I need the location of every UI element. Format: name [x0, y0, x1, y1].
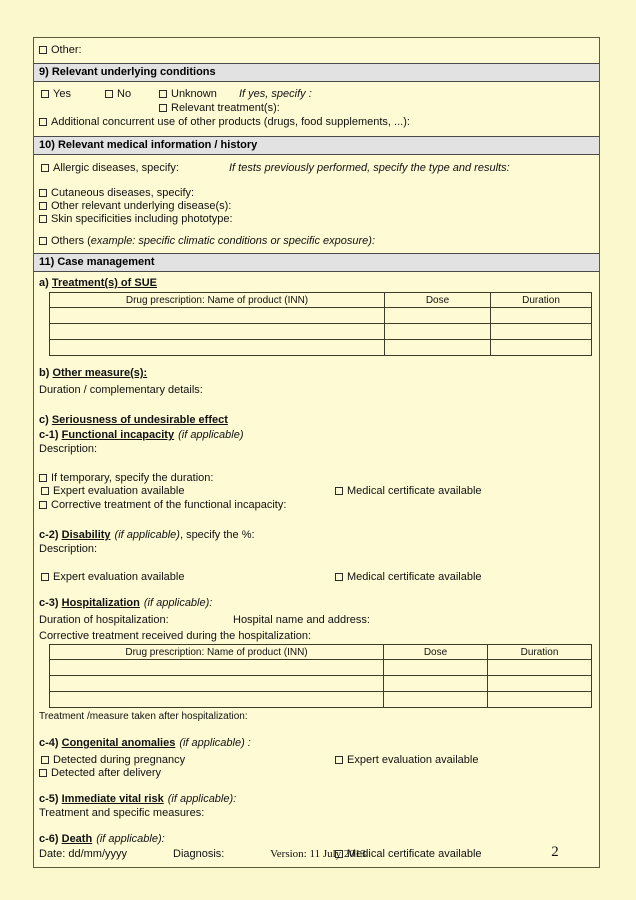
no-label: No — [117, 88, 132, 100]
yes-label: Yes — [53, 88, 71, 100]
subsection-c5-title: Immediate vital risk — [61, 793, 164, 805]
c2-medical-cert-label: Medical certificate available — [347, 571, 482, 583]
subsection-a-prefix: a) — [39, 277, 52, 289]
subsection-c1-prefix: c-1) — [39, 429, 62, 441]
section-11-heading: 11) Case management — [34, 253, 599, 272]
spacer — [39, 397, 594, 413]
footer-version-text: Version: 11 July 2013 — [270, 848, 366, 860]
c2-expert-eval-label: Expert evaluation available — [53, 571, 185, 583]
other-checkbox-row[interactable] — [39, 43, 594, 57]
page-footer — [0, 844, 636, 868]
others-row[interactable] — [39, 234, 594, 248]
table-c3-col-duration: Duration — [488, 645, 592, 660]
relevant-treatments-option[interactable] — [159, 101, 280, 115]
c1-expert-eval-checkbox[interactable] — [41, 487, 49, 495]
c3-duration-row — [39, 613, 594, 629]
spacer — [39, 512, 594, 528]
subsection-b-title-row — [39, 366, 594, 383]
c4-expert-eval-checkbox[interactable] — [335, 756, 343, 764]
unknown-option[interactable] — [159, 87, 217, 101]
subsection-c2-title-row — [39, 528, 594, 542]
subsection-a-title-row — [39, 276, 594, 292]
cutaneous-diseases-checkbox[interactable] — [39, 189, 47, 197]
table-a-cell-drug[interactable] — [50, 340, 385, 356]
subsection-c1-title-row — [39, 428, 594, 442]
subsection-c1-if-applicable: (if applicable) — [178, 429, 244, 441]
spacer — [39, 175, 594, 187]
subsection-c5-title-row — [39, 792, 594, 806]
allergic-diseases-row — [39, 161, 594, 175]
spacer — [39, 456, 594, 472]
other-underlying-disease-label: Other relevant underlying disease(s): — [51, 200, 232, 212]
spacer — [39, 584, 594, 596]
skin-specificities-row[interactable] — [39, 213, 594, 226]
cutaneous-diseases-row[interactable] — [39, 187, 594, 200]
spacer — [39, 820, 594, 832]
additional-concurrent-checkbox[interactable] — [39, 118, 47, 126]
section-9-heading: 9) Relevant underlying conditions — [34, 63, 599, 82]
table-c3-cell-duration[interactable] — [488, 692, 592, 708]
table-c3-cell-drug[interactable] — [50, 676, 384, 692]
c1-medical-cert-option[interactable] — [335, 485, 482, 498]
table-row[interactable] — [50, 676, 592, 692]
c1-temporary-label: If temporary, specify the duration: — [51, 472, 214, 484]
c6-date-label: Date: dd/mm/yyyy — [39, 848, 128, 860]
subsection-b-title: Other measure(s): — [52, 367, 148, 379]
duration-complementary-label: Duration / complementary details: — [39, 384, 203, 396]
c4-detected-pregnancy-option[interactable] — [41, 753, 185, 767]
spacer — [39, 724, 594, 736]
c1-corrective-checkbox[interactable] — [39, 501, 47, 509]
table-row[interactable] — [50, 340, 592, 356]
additional-concurrent-label: Additional concurrent use of other products (drugs, food supplements, ...): — [51, 116, 410, 128]
c6-diagnosis-label: Diagnosis: — [173, 848, 225, 860]
relevant-treatments-row — [39, 101, 594, 115]
subsection-c4-prefix: c-4) — [39, 737, 62, 749]
other-underlying-disease-row[interactable] — [39, 200, 594, 213]
unknown-checkbox[interactable] — [159, 90, 167, 98]
spacer — [39, 226, 594, 234]
c3-hospital-name-label: Hospital name and address: — [233, 614, 370, 626]
c4-detected-pregnancy-checkbox[interactable] — [41, 756, 49, 764]
c4-detected-pregnancy-label: Detected during pregnancy — [53, 754, 186, 766]
subsection-c2-title: Disability — [61, 529, 111, 541]
table-c3-cell-duration[interactable] — [488, 660, 592, 676]
c2-medical-cert-option[interactable] — [335, 570, 482, 584]
table-c3-cell-dose[interactable] — [384, 676, 488, 692]
c2-evaluations-row — [39, 570, 594, 584]
table-c3-col-dose: Dose — [384, 645, 488, 660]
c1-expert-eval-label: Expert evaluation available — [53, 485, 185, 497]
c1-temporary-checkbox[interactable] — [39, 474, 47, 482]
subsection-c6-prefix: c-6) — [39, 833, 62, 845]
subsection-c4-title: Congenital anomalies — [61, 737, 176, 749]
treatment-table-a — [49, 292, 592, 356]
subsection-c3-prefix: c-3) — [39, 597, 62, 609]
subsection-c2-prefix: c-2) — [39, 529, 62, 541]
subsection-b-prefix: b) — [39, 367, 53, 379]
table-a-cell-duration[interactable] — [491, 340, 592, 356]
form-container — [33, 37, 600, 868]
others-label: Others ( — [51, 235, 91, 247]
allergic-diseases-label: Allergic diseases, specify: — [53, 162, 179, 174]
relevant-treatments-label: Relevant treatment(s): — [171, 102, 280, 114]
footer-page-number: 2 — [551, 844, 559, 860]
cutaneous-diseases-label: Cutaneous diseases, specify: — [51, 187, 195, 199]
allergic-diseases-option[interactable] — [41, 161, 179, 175]
subsection-c2-specify-percent: , specify the %: — [179, 529, 255, 541]
subsection-c-title: Seriousness of undesirable effect — [51, 414, 228, 426]
additional-concurrent-row[interactable] — [39, 115, 594, 129]
c3-duration-label: Duration of hospitalization: — [39, 614, 169, 626]
table-a-cell-duration[interactable] — [491, 324, 592, 340]
allergic-diseases-checkbox[interactable] — [41, 164, 49, 172]
relevant-treatments-checkbox[interactable] — [159, 104, 167, 112]
subsection-c-prefix: c) — [39, 414, 52, 426]
c4-expert-eval-label: Expert evaluation available — [347, 754, 479, 766]
yes-option[interactable] — [41, 87, 71, 101]
section-9-status-row — [39, 87, 594, 101]
unknown-label: Unknown — [171, 88, 217, 100]
others-checkbox[interactable] — [39, 237, 47, 245]
yes-checkbox[interactable] — [41, 90, 49, 98]
subsection-c6-title: Death — [61, 833, 93, 845]
subsection-c6-title-row — [39, 832, 594, 847]
spacer — [39, 356, 594, 366]
subsection-c2-if-applicable: (if applicable) — [114, 529, 180, 541]
table-c3-cell-drug[interactable] — [50, 692, 384, 708]
c4-detected-delivery-checkbox[interactable] — [39, 769, 47, 777]
spacer — [39, 780, 594, 792]
c1-medical-cert-label: Medical certificate available — [347, 485, 482, 497]
c1-expert-eval-option[interactable] — [41, 485, 184, 498]
if-yes-specify-note: If yes, specify : — [239, 88, 312, 100]
table-a-cell-drug[interactable] — [50, 324, 385, 340]
subsection-c3-if-applicable: (if applicable): — [143, 597, 213, 609]
c1-medical-cert-checkbox[interactable] — [335, 487, 343, 495]
section-9-body — [34, 82, 599, 136]
spacer — [39, 556, 594, 570]
section-10-heading: 10) Relevant medical information / history — [34, 136, 599, 155]
table-c3-cell-drug[interactable] — [50, 660, 384, 676]
table-a-col-drug: Drug prescription: Name of product (INN) — [50, 293, 385, 308]
table-c3-cell-dose[interactable] — [384, 692, 488, 708]
subsection-c3-title-row — [39, 596, 594, 613]
section-10-body — [34, 155, 599, 253]
subsection-c3-title: Hospitalization — [61, 597, 140, 609]
no-option[interactable] — [105, 87, 131, 101]
subsection-c-title-row — [39, 413, 594, 428]
other-underlying-disease-checkbox[interactable] — [39, 202, 47, 210]
table-a-cell-drug[interactable] — [50, 308, 385, 324]
table-a-cell-dose[interactable] — [385, 340, 491, 356]
skin-specificities-checkbox[interactable] — [39, 215, 47, 223]
c2-expert-eval-option[interactable] — [41, 570, 184, 584]
subsection-c5-prefix: c-5) — [39, 793, 62, 805]
c3-corrective-label: Corrective treatment received during the hospitalization: — [39, 630, 312, 642]
table-row[interactable] — [50, 308, 592, 324]
table-row[interactable] — [50, 692, 592, 708]
no-checkbox[interactable] — [105, 90, 113, 98]
c4-pregnancy-row — [39, 753, 594, 767]
c3-after-hospitalization-label: Treatment /measure taken after hospitalization: — [39, 711, 248, 722]
subsection-c4-title-row — [39, 736, 594, 753]
c4-detected-delivery-label: Detected after delivery — [51, 767, 162, 779]
c4-expert-eval-option[interactable] — [335, 753, 478, 767]
c2-expert-eval-checkbox[interactable] — [41, 573, 49, 581]
subsection-c5-if-applicable: (if applicable): — [167, 793, 237, 805]
c1-temporary-row[interactable] — [39, 472, 594, 485]
other-checkbox[interactable] — [39, 46, 47, 54]
other-label: Other: — [51, 44, 82, 56]
subsection-c1-title: Functional incapacity — [61, 429, 175, 441]
table-a-cell-dose[interactable] — [385, 308, 491, 324]
c1-expert-eval-row — [39, 485, 594, 499]
table-c3-cell-duration[interactable] — [488, 676, 592, 692]
table-row[interactable] — [50, 660, 592, 676]
c2-description-label: Description: — [39, 543, 98, 555]
treatment-table-c3 — [49, 644, 592, 708]
top-stub-section — [34, 38, 599, 63]
section-11-body — [34, 272, 599, 867]
c5-treatment-label: Treatment and specific measures: — [39, 807, 205, 819]
table-c3-cell-dose[interactable] — [384, 660, 488, 676]
subsection-c4-if-applicable: (if applicable) : — [179, 737, 251, 749]
table-a-col-dose: Dose — [385, 293, 491, 308]
tests-performed-note: If tests previously performed, specify the type and results: — [229, 162, 510, 174]
c4-delivery-row[interactable] — [39, 767, 594, 780]
table-c3-col-drug: Drug prescription: Name of product (INN) — [50, 645, 384, 660]
table-header-row — [50, 293, 592, 308]
table-a-cell-dose[interactable] — [385, 324, 491, 340]
table-a-col-duration: Duration — [491, 293, 592, 308]
skin-specificities-label: Skin specificities including phototype: — [51, 213, 233, 225]
others-example-note: example: specific climatic conditions or specific exposure): — [90, 235, 376, 247]
c6-medical-cert-label: Medical certificate available — [347, 848, 482, 860]
c2-medical-cert-checkbox[interactable] — [335, 573, 343, 581]
subsection-a-title: Treatment(s) of SUE — [51, 277, 157, 289]
c1-corrective-row[interactable] — [39, 499, 594, 512]
table-row[interactable] — [50, 324, 592, 340]
subsection-c6-if-applicable: (if applicable): — [96, 833, 165, 845]
c1-description-label: Description: — [39, 443, 98, 455]
table-a-cell-duration[interactable] — [491, 308, 592, 324]
table-header-row — [50, 645, 592, 660]
c1-corrective-label: Corrective treatment of the functional incapacity: — [51, 499, 287, 511]
